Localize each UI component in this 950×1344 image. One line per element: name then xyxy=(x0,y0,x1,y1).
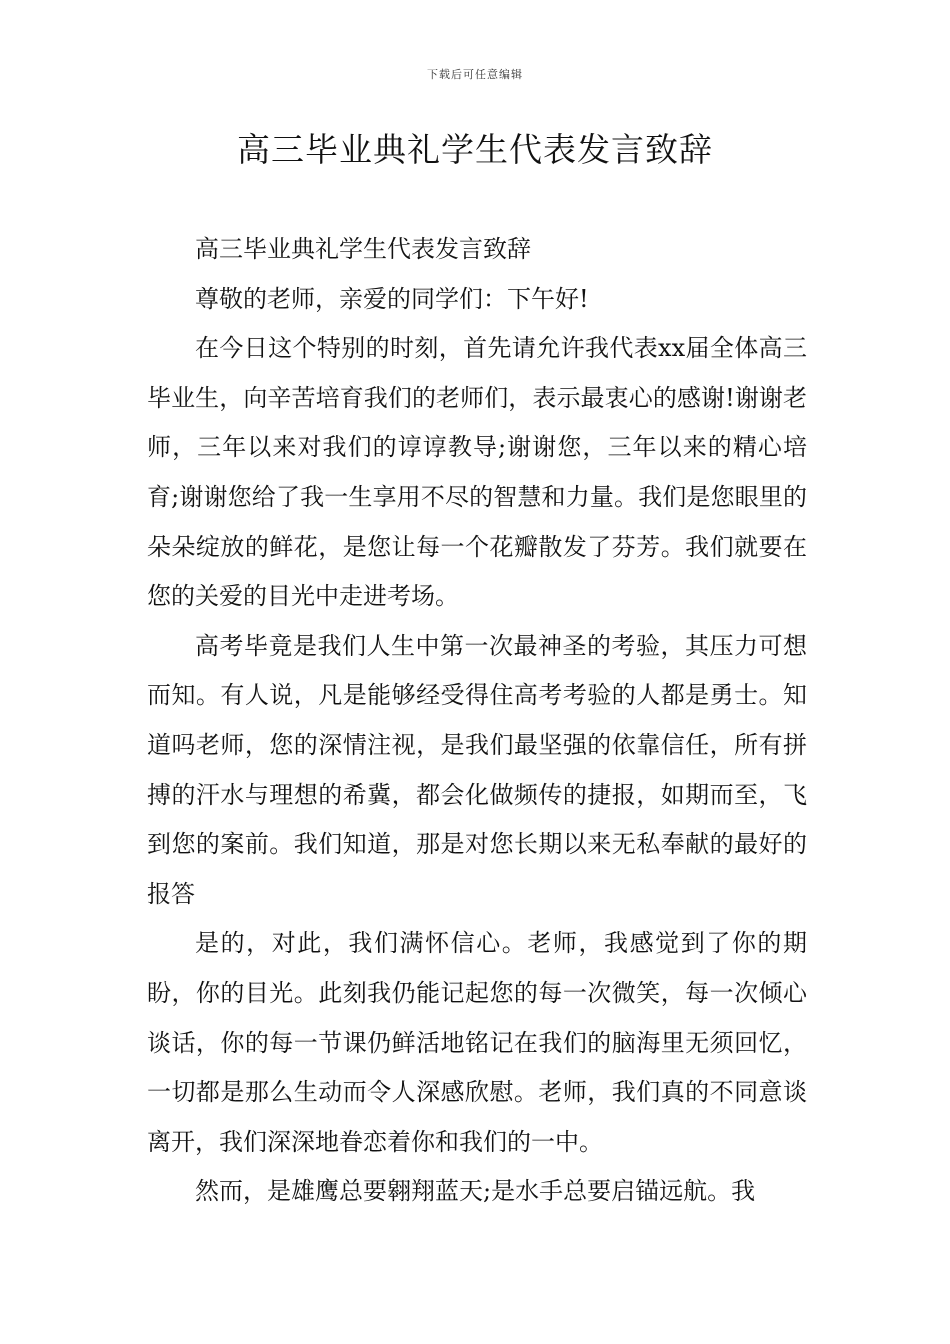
document-body xyxy=(147,225,807,1217)
paragraph: 高考毕竟是我们人生中第一次最神圣的考验，其压力可想而知。有人说，凡是能够经受得住高考考验的人都是勇士。知道吗老师，您的深情注视，是我们最坚强的依靠信任，所有拼搏的汗水与理想的希冀，都会化做频传的捷报，如期而至，飞到您的案前。我们知道，那是对您长期以来无私奉献的最好的报答 xyxy=(147,631,807,908)
paragraph-greeting: 尊敬的老师，亲爱的同学们：下午好! xyxy=(195,284,589,313)
paragraph-subtitle: 高三毕业典礼学生代表发言致辞 xyxy=(195,235,531,263)
document-title: 高三毕业典礼学生代表发言致辞 xyxy=(237,130,713,169)
paragraph: 在今日这个特别的时刻，首先请允许我代表xx届全体高三毕业生，向辛苦培育我们的老师们，表示最衷心的感谢!谢谢老师，三年以来对我们的谆谆教导;谢谢您，三年以来的精心培育;谢谢您给了我一生享用不尽的智慧和力量。我们是您眼里的朵朵绽放的鲜花，是您让每一个花瓣散发了芬芳。我们就要在您的关爱的目光中走进考场。 xyxy=(147,334,807,611)
paragraph: 然而，是雄鹰总要翱翔蓝天;是水手总要启锚远航。我 xyxy=(195,1177,756,1206)
header-note: 下载后可任意编辑 xyxy=(427,68,523,81)
paragraph: 是的，对此，我们满怀信心。老师，我感觉到了你的期盼，你的目光。此刻我仍能记起您的每一次微笑，每一次倾心谈话，你的每一节课仍鲜活地铭记在我们的脑海里无须回忆，一切都是那么生动而令人深感欣慰。老师，我们真的不同意谈离开，我们深深地眷恋着你和我们的一中。 xyxy=(147,929,807,1156)
